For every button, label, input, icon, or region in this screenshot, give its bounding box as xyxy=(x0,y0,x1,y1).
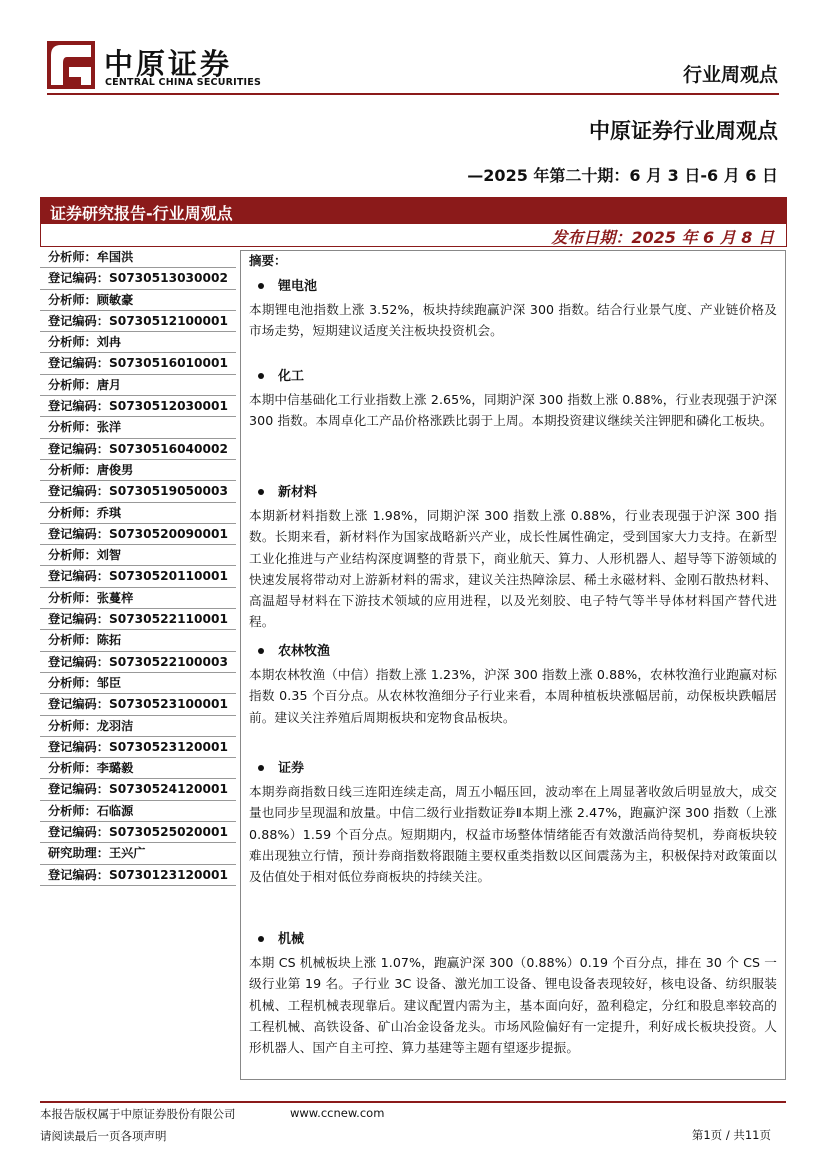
analyst-name: 唐月 xyxy=(96,377,122,392)
analyst-field-label: 登记编码： xyxy=(48,399,109,414)
analyst-field-label: 分析师： xyxy=(48,292,97,307)
analyst-field-label: 登记编码： xyxy=(48,441,109,456)
analyst-row xyxy=(40,290,236,311)
registration-code: S0730512100001 xyxy=(108,313,228,328)
bullet-icon xyxy=(258,283,264,289)
analyst-name: 刘冉 xyxy=(96,335,122,350)
analyst-name: 牟国洪 xyxy=(96,250,134,264)
registration-code: S0730522110001 xyxy=(108,612,228,627)
analyst-field-label: 登记编码： xyxy=(48,484,109,499)
section-heading xyxy=(249,928,777,952)
section-title: 新材料 xyxy=(278,485,318,500)
analyst-row xyxy=(40,247,236,268)
analyst-field-label: 分析师： xyxy=(48,718,97,733)
analyst-row xyxy=(40,268,236,289)
footer-disclaimer: 请阅读最后一页各项声明 xyxy=(40,1129,167,1143)
registration-code: S0730516040002 xyxy=(108,441,228,456)
page-number: 第1页 / 共11页 xyxy=(691,1128,771,1142)
registration-code: S0730512030001 xyxy=(108,399,228,414)
registration-code: S0730513030002 xyxy=(108,271,228,286)
footer-copyright: 本报告版权属于中原证券股份有限公司 xyxy=(40,1107,236,1121)
analyst-field-label: 分析师： xyxy=(48,590,97,605)
analyst-field-label: 分析师： xyxy=(48,675,97,690)
analyst-row xyxy=(40,779,236,800)
analyst-row xyxy=(40,439,236,460)
analyst-field-label: 登记编码： xyxy=(48,782,109,797)
analyst-name: 唐俊男 xyxy=(96,462,134,477)
analyst-row xyxy=(40,673,236,694)
analyst-field-label: 登记编码： xyxy=(48,612,109,627)
analyst-row xyxy=(40,652,236,673)
section-body: 本期 CS 机械板块上涨 1.07%，跑赢沪深 300（0.88%）0.19 个百分点，排在 30 个 CS 一级行业第 19 名。子行业 3C 设备、激光加工设备、锂电设备表现较好，核电设备、纺织服装机械、工程机械表现靠后。建议配置内需为主，基本面向好，盈利稳定，分红和股息率较高的工程机械、高铁设备、矿山冶金设备龙头。市场风险偏好有一定提升，利好成长板块投资。人形机器人、国产自主可控、算力基建等主题有望逐步提振。 xyxy=(249,955,777,1056)
analyst-row xyxy=(40,353,236,374)
analyst-row xyxy=(40,545,236,566)
registration-code: S0730519050003 xyxy=(108,484,228,499)
analyst-name: 陈拓 xyxy=(96,633,122,648)
section-heading xyxy=(249,275,777,299)
report-category: 证券研究报告-行业周观点 xyxy=(50,204,233,223)
analyst-row xyxy=(40,737,236,758)
publish-date-bar xyxy=(40,224,787,247)
analyst-row xyxy=(40,503,236,524)
analyst-row xyxy=(40,332,236,353)
analyst-name: 王兴广 xyxy=(108,846,146,861)
analyst-name: 刘智 xyxy=(96,548,122,563)
analyst-field-label: 登记编码： xyxy=(48,313,109,328)
analyst-field-label: 登记编码： xyxy=(48,697,109,712)
analyst-field-label: 分析师： xyxy=(48,420,97,435)
logo-chinese-text: 中原证券 xyxy=(104,47,233,81)
bullet-icon xyxy=(258,765,264,771)
analyst-field-label: 登记编码： xyxy=(48,739,109,754)
analyst-name: 顾敏豪 xyxy=(96,292,134,307)
analyst-row xyxy=(40,460,236,481)
issue-subtitle: —2025 年第二十期：6 月 3 日-6 月 6 日 xyxy=(467,166,778,185)
logo-english-text: CENTRAL CHINA SECURITIES xyxy=(105,77,262,88)
section-body: 本期券商指数日线三连阳连续走高，周五小幅压回，波动率在上周显著收敛后明显放大，成交量也同步呈现温和放量。中信二级行业指数证券Ⅱ本期上涨 2.47%，跑赢沪深 300 指数（上涨 0.88%）1.59 个百分点。短期期内，权益市场整体情绪能否有效激活尚待契机，券商板块较难出现独立行情，预计券商指数将跟随主要权重类指数以区间震荡为主，积极保持对政策面以及估值处于相对低位券商板块的持续关注。 xyxy=(249,784,777,885)
publish-date: 发布日期：2025 年 6 月 8 日 xyxy=(551,228,774,247)
analyst-row xyxy=(40,566,236,587)
registration-code: S0730523120001 xyxy=(108,739,228,754)
registration-code: S0730516010001 xyxy=(108,356,228,371)
summary-section xyxy=(249,481,777,633)
section-title: 锂电池 xyxy=(278,279,318,294)
bullet-icon xyxy=(258,373,264,379)
analyst-row xyxy=(40,822,236,843)
analyst-field-label: 分析师： xyxy=(48,505,97,520)
analyst-field-label: 分析师： xyxy=(48,462,97,477)
analyst-field-label: 分析师： xyxy=(48,633,97,648)
registration-code: S0730522100003 xyxy=(108,654,228,669)
analyst-name: 李璐毅 xyxy=(96,761,134,776)
analyst-field-label: 分析师： xyxy=(48,377,97,392)
footer-website: www.ccnew.com xyxy=(290,1106,385,1120)
section-body: 本期锂电池指数上涨 3.52%，板块持续跑赢沪深 300 指数。结合行业景气度、产业链价格及市场走势，短期建议适度关注板块投资机会。 xyxy=(249,302,777,339)
analyst-row xyxy=(40,843,236,864)
analyst-field-label: 分析师： xyxy=(48,335,97,350)
analyst-row xyxy=(40,588,236,609)
analyst-row xyxy=(40,801,236,822)
section-body: 本期新材料指数上涨 1.98%，同期沪深 300 指数上涨 0.88%，行业表现强于沪深 300 指数。长期来看，新材料作为国家战略新兴产业，成长性属性确定，受到国家大力支持。在新型工业化推进与产业结构深度调整的背景下，商业航天、算力、人形机器人、超导等下游领域的快速发展将带动对上游新材料的需求，建议关注热障涂层、稀土永磁材料、金刚石散热材料、高温超导材料在下游技术领域的应用进程，以及光刻胶、电子特气等半导体材料国产替代进程。 xyxy=(249,508,777,630)
analyst-field-label: 登记编码： xyxy=(48,526,109,541)
summary-box xyxy=(240,250,786,1080)
analyst-field-label: 登记编码： xyxy=(48,271,109,286)
report-banner xyxy=(40,197,787,247)
summary-section xyxy=(249,928,777,1058)
analyst-name: 乔琪 xyxy=(96,505,122,520)
company-logo xyxy=(47,41,262,91)
section-heading xyxy=(249,481,777,505)
section-heading xyxy=(249,757,777,781)
analyst-field-label: 分析师： xyxy=(48,803,97,818)
analyst-row xyxy=(40,311,236,332)
registration-code: S0730525020001 xyxy=(108,825,228,840)
header-report-type: 行业周观点 xyxy=(682,64,778,86)
bullet-icon xyxy=(258,489,264,495)
analyst-field-label: 登记编码： xyxy=(48,825,109,840)
analyst-field-label: 登记编码： xyxy=(48,867,109,882)
bullet-icon xyxy=(258,648,264,654)
analyst-field-label: 登记编码： xyxy=(48,356,109,371)
section-heading xyxy=(249,365,777,389)
analyst-row xyxy=(40,630,236,651)
analyst-field-label: 分析师： xyxy=(48,761,97,776)
section-title: 农林牧渔 xyxy=(278,644,331,659)
section-title: 化工 xyxy=(278,369,305,384)
analyst-row xyxy=(40,716,236,737)
registration-code: S0730524120001 xyxy=(108,782,228,797)
bullet-icon xyxy=(258,936,264,942)
analyst-name: 石临源 xyxy=(96,803,134,818)
summary-section xyxy=(249,757,777,887)
section-title: 机械 xyxy=(278,932,305,947)
analyst-name: 张洋 xyxy=(96,420,122,435)
analyst-name: 张蔓梓 xyxy=(96,590,134,605)
analyst-name: 龙羽洁 xyxy=(96,718,134,733)
analyst-row xyxy=(40,481,236,502)
analyst-row xyxy=(40,396,236,417)
analyst-field-label: 分析师： xyxy=(48,250,97,264)
analyst-row xyxy=(40,375,236,396)
analyst-field-label: 研究助理： xyxy=(48,846,109,861)
analyst-row xyxy=(40,524,236,545)
registration-code: S0730123120001 xyxy=(108,867,228,882)
section-title: 证券 xyxy=(278,761,305,776)
header-divider xyxy=(47,93,779,95)
analyst-row xyxy=(40,609,236,630)
section-body: 本期中信基础化工行业指数上涨 2.65%，同期沪深 300 指数上涨 0.88%，行业表现强于沪深 300 指数。本周卓化工产品价格涨跌比弱于上周。本期投资建议继续关注钾肥和磷化工板块。 xyxy=(249,392,777,429)
analyst-row xyxy=(40,417,236,438)
analyst-list xyxy=(40,247,236,886)
analyst-row xyxy=(40,694,236,715)
analyst-field-label: 分析师： xyxy=(48,548,97,563)
summary-label: 摘要： xyxy=(249,253,287,268)
summary-section xyxy=(249,275,777,342)
section-heading xyxy=(249,640,777,664)
analyst-row xyxy=(40,758,236,779)
registration-code: S0730523100001 xyxy=(108,697,228,712)
footer-divider xyxy=(40,1101,786,1103)
analyst-field-label: 登记编码： xyxy=(48,569,109,584)
section-body: 本期农林牧渔（中信）指数上涨 1.23%，沪深 300 指数上涨 0.88%，农林牧渔行业跑赢对标指数 0.35 个百分点。从农林牧渔细分子行业来看，本周种植板块涨幅居前，动保板块跌幅居前。建议关注养殖后周期板块和宠物食品板块。 xyxy=(249,667,777,725)
analyst-field-label: 登记编码： xyxy=(48,654,109,669)
report-title: 中原证券行业周观点 xyxy=(589,119,778,143)
registration-code: S0730520110001 xyxy=(108,569,228,584)
logo-mark-icon xyxy=(47,41,95,89)
registration-code: S0730520090001 xyxy=(108,526,228,541)
summary-section xyxy=(249,365,777,432)
analyst-name: 邹臣 xyxy=(96,675,122,690)
analyst-row xyxy=(40,865,236,886)
summary-section xyxy=(249,640,777,728)
